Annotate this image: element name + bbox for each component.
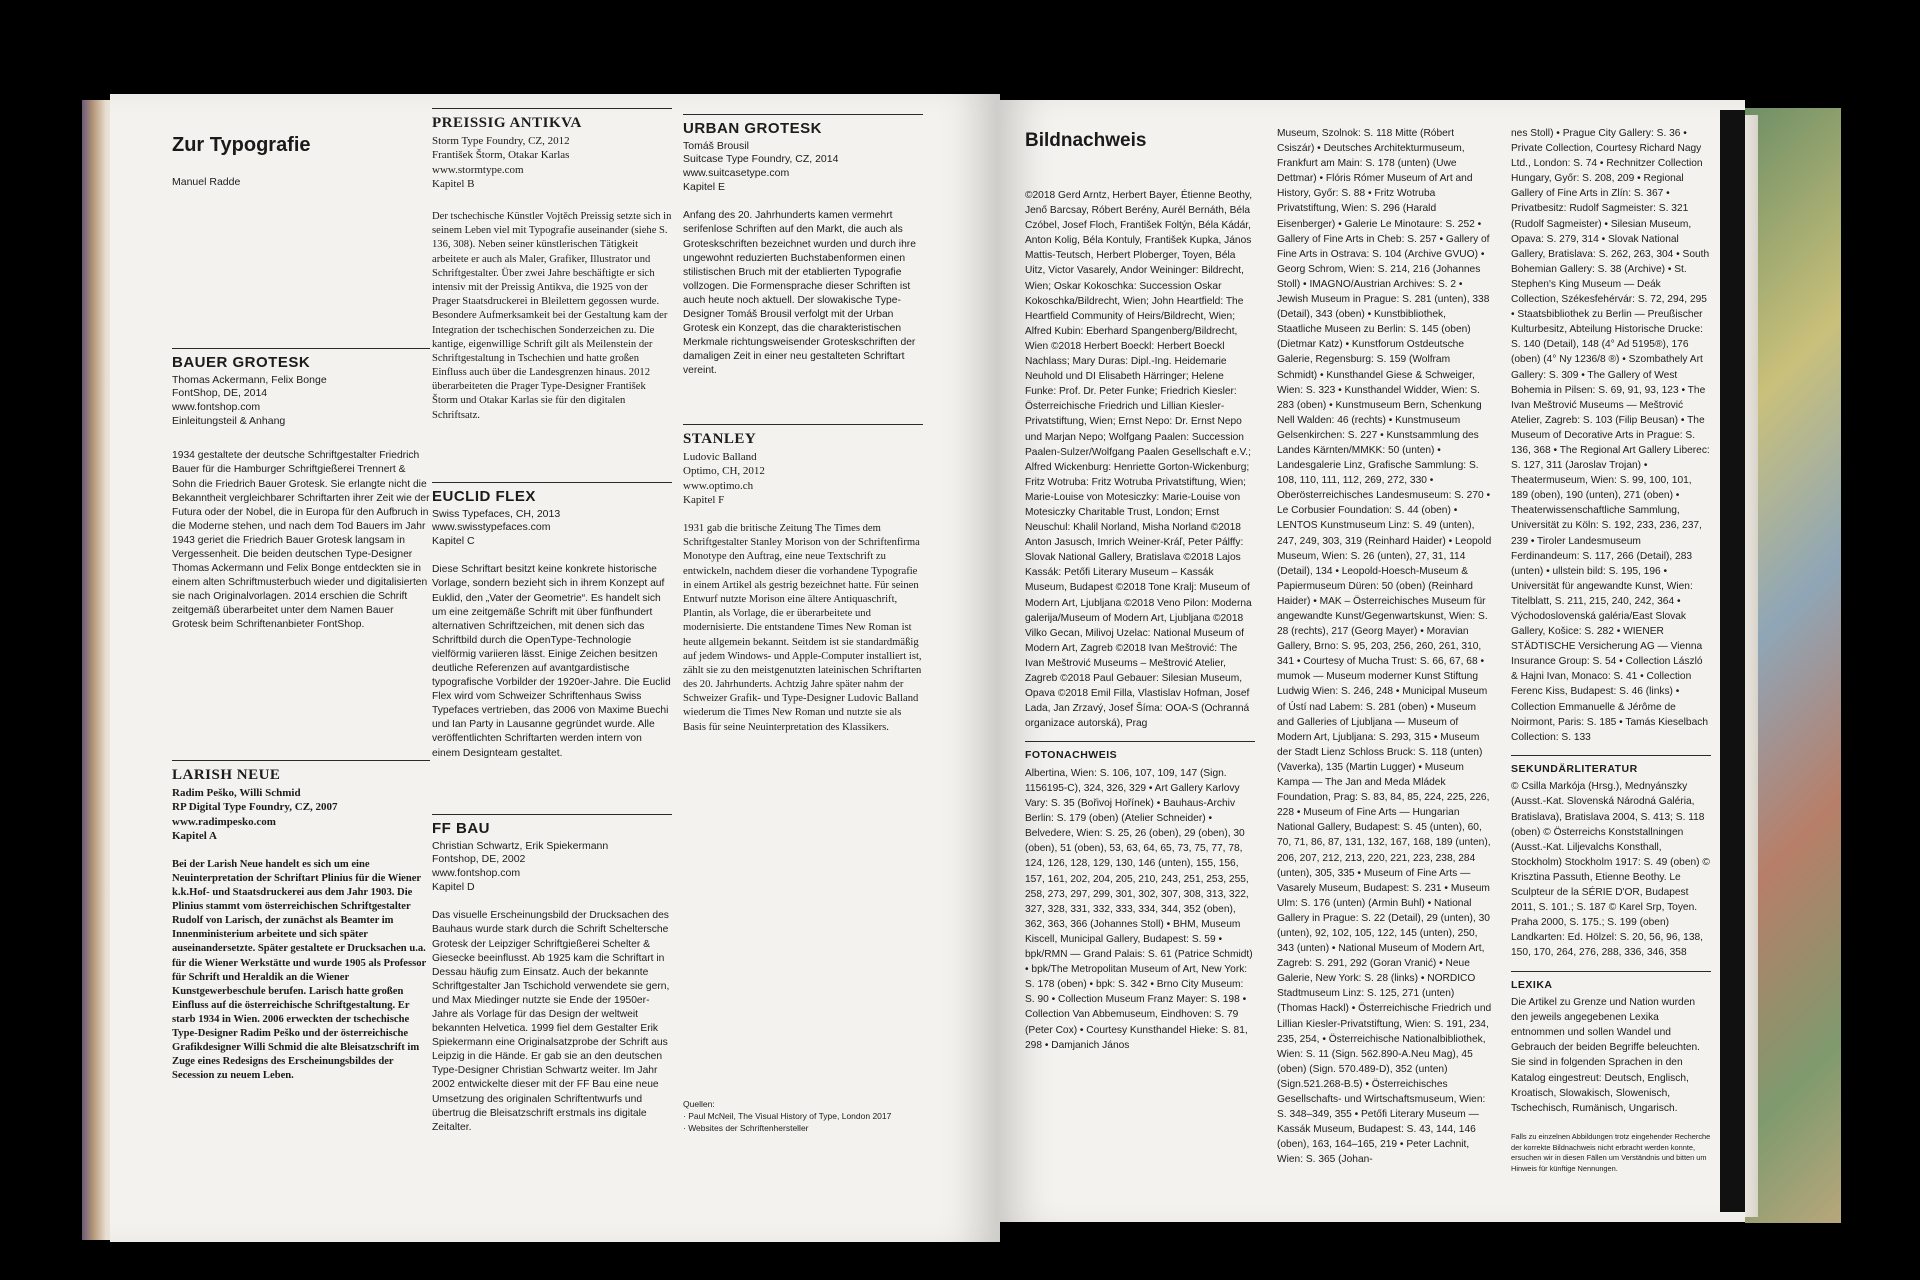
section-divider [1025, 741, 1255, 742]
credits-column-2 [1277, 126, 1492, 1167]
sekundarliteratur-section [1511, 755, 1711, 961]
credits-column-3 [1511, 126, 1711, 1175]
entry-urban-grotesk [683, 114, 923, 378]
entry-divider [432, 482, 672, 483]
entry-preissig-antikva [432, 108, 672, 423]
entry-body: Bei der Larish Neue handelt es sich um eine Neuinterpretation der Schriftart Plinius für die Wiener k.k.Hof- und Staatsdruckerei aus dem Jahr 1903. Die Plinius stammt vom österreichischen Schriftgestalter Rudolf von Larisch, der zunächst als Beamter im Innenministerium arbeitete und sich später auseinandersetzte. Später gestaltete er Drucksachen u.a. für die Wiener Werkstätte und wurde 1905 als Professor für Schrift und Heraldik an die Wiener Kunstgewerbeschule berufen. Larisch hatte großen Einfluss auf die österreichische Schriftgestaltung. Er starb 1934 in Wien. 2006 erweckten der tschechische Type-Designer Radim Peško und der österreichische Grafikdesigner Willi Schmid die alte Bleisatzschrift im Zuge eines Redesigns des Erscheinungsbildes der Secession zu neuem Leben. [172, 859, 427, 1082]
entry-divider [683, 114, 923, 115]
section-title: LEXIKA [1511, 978, 1553, 991]
sources-label: Quellen: [683, 1099, 715, 1109]
right-cover-edge [1745, 108, 1841, 1223]
entry-title: URBAN GROTESK [683, 120, 823, 137]
page-title: Bildnachweis [1025, 130, 1147, 151]
section-text: Die Artikel zu Grenze und Nation wurden den jeweils angegebenen Lexika entnommen und sollen Wandel und Gebrauch der beiden Begriffe beleuchten. Sie sind in folgenden Sprachen in den Katalog eingestreut: Deutsch, Englisch, Kroatisch, Slowakisch, Slowenisch, Tschechisch, Rumänisch, Ungarisch. [1511, 997, 1700, 1114]
credits-text: Museum, Szolnok: S. 118 Mitte (Róbert Csiszár) • Deutsches Architekturmuseum, Frankfurt am Main: S. 178 (unten) (Uwe Dettmar) • Flóris Rómer Museum of Art and History, Győr: S. 88 • Fritz Wotruba Privatstiftung, Wien: S. 296 (Harald Eisenberger) • Galerie Le Minotaure: S. 252 • Gallery of Fine Arts in Cheb: S. 257 • Gallery of Fine Arts in Ostrava: S. 104 (Archive GVUO) • Georg Schrom, Wien: S. 214, 216 (Johannes Stoll) • IMAGNO/Austrian Archives: S. 2 • Jewish Museum in Prague: S. 281 (unten), 338 (Detail), 343 (oben) • Kunstbibliothek, Staatliche Museen zu Berlin: S. 145 (oben) (Dietmar Katz) • Kunstforum Ostdeutsche Galerie, Regensburg: S. 159 (Wolfram Schmidt) • Kunsthandel Giese & Schweiger, Wien: S. 323 • Kunsthandel Widder, Wien: S. 283 (oben) • Kunstmuseum Bern, Schenkung Nell Walden: 46 (rechts) • Kunstmuseum Gelsenkirchen: S. 227 • Kunstsammlung des Landes Kärnten/MMKK: 50 (unten) • Landesgalerie Linz, Grafische Sammlung: S. 108, 110, 111, 112, 269, 272, 330 • Oberösterreichisches Landesmuseum: S. 270 • Le Corbusier Foundation: S. 44 (oben) • LENTOS Kunstmuseum Linz: S. 49 (unten), 247, 249, 303, 319 (Reinhard Haider) • Leopold Museum, Wien: S. 26 (unten), 27, 31, 114 (Detail), 134 • Leopold-Hoesch-Museum & Papiermuseum Düren: 50 (oben) (Reinhard Haider) • MAK – Österreichisches Museum für angewandte Kunst/Gegenwartskunst, Wien: S. 28 (rechts), 217 (Georg Mayer) • Moravian Gallery, Brno: S. 95, 203, 256, 260, 261, 310, 341 • Courtesy of Mucha Trust: S. 66, 67, 68 • mumok — Museum moderner Kunst Stiftung Ludwig Wien: S. 246, 248 • Municipal Museum of Ústí nad Labem: S. 281 (oben) • Museum and Galleries of Ljubljana — Museum of Modern Art, Ljubljana: S. 293, 315 • Museum der Stadt Lienz Schloss Bruck: S. 118 (unten) (Vaverka), 135 (Martin Lugger) • Museum Kampa — The Jan and Meda Mládek Foundation, Prag: S. 83, 84, 85, 224, 225, 226, 228 • Museum of Fine Arts — Hungarian National Gallery, Budapest: S. 45 (unten), 60, 70, 71, 86, 87, 131, 132, 167, 168, 189 (unten), 206, 207, 212, 213, 220, 221, 223, 238, 284 (unten), 305, 335 • Museum of Fine Arts — Vasarely Museum, Budapest: S. 231 • Museum Ulm: S. 176 (unten) (Armin Buhl) • National Gallery in Prague: S. 22 (Detail), 29 (unten), 30 (unten), 92, 102, 105, 122, 145 (unten), 250, 343 (unten) • National Museum of Modern Art, Zagreb: S. 291, 292 (Goran Vranić) • Neue Galerie, New York: S. 28 (links) • NORDICO Stadtmuseum Linz: S. 125, 271 (unten) (Thomas Hackl) • Österreichische Friedrich und Lillian Kiesler-Privatstiftung, Wien: S. 191, 234, 235, 254, • Österreichische Nationalbibliothek, Wien: S. 11 (Sign. 562.890-A.Neu Mag), 45 (oben) (Sign. 570.489-D), 352 (unten) (Sign.521.268-B.5) • Österreichisches Gesellschafts- und Wirtschaftsmuseum, Wien: S. 348–349, 355 • Petőfi Literary Museum — Kassák Museum, Budapest: S. 43, 144, 146 (oben), 163, 164–165, 219 • Peter Lachnit, Wien: S. 365 (Johan- [1277, 128, 1492, 1166]
footnote: Falls zu einzelnen Abbildungen trotz eingehender Recherche der korrekte Bildnachweis nicht erbracht werden konnte, ersuchen wir in diesen Fällen um Verständnis und bitten um Hinweis für künftige Nennungen. [1511, 1131, 1711, 1173]
entry-body: Anfang des 20. Jahrhunderts kamen vermehrt serifenlose Schriften auf den Markt, die auch als Groteskschriften bezeichnet wurden und durch ihre ungewohnt reduzierten Buchstabenformen einen stilistischen Bruch mit der etablierten Typografie vollzogen. Die Formensprache dieser Schriften ist auch heute noch aktuell. Der slowakische Type-Designer Tomáš Brousil verfolgt mit der Urban Grotesk ein Konzept, das die charakteristischen Merkmale richtungsweisender Groteskschriften der damaligen Zeit in einer neu gestalteten Schriftart vereint. [683, 210, 916, 377]
entry-body: Diese Schriftart besitzt keine konkrete historische Vorlage, sondern bezieht sich in ihrem Konzept auf Euklid, den „Vater der Geometrie“. Es handelt sich um eine zeitgemäße Schrift mit über fünfhundert alternativen Schriftzeichen, mit denen sich das Schriftbild durch die OpenType-Technologie vielförmig variieren lässt. Einige Zeichen besitzen deutliche Referenzen auf avantgardistische typografische Vorbilder der 1920er-Jahre. Die Euclid Flex wird vom Schweizer Schriftenhaus Swiss Typefaces vertrieben, das 2006 von Maxime Buechi und Ian Party in Lausanne gegründet wurde. Alle veröffentlichten Schriftarten werden intern von einem Designteam gestaltet. [432, 564, 671, 759]
entry-divider [172, 760, 430, 761]
entry-divider [683, 424, 923, 425]
credits-copyright-text: ©2018 Gerd Arntz, Herbert Bayer, Étienne Beothy, Jenő Barcsay, Róbert Berény, Aurél Bernáth, Béla Czóbel, Josef Floch, František Foltýn, Béla Kádár, Anton Kolig, Béla Kontuly, František Kupka, János Mattis-Teutsch, Herbert Ploberger, Toyen, Béla Uitz, Victor Vasarely, Andor Weininger: Bildrecht, Wien; Oskar Kokoschka: Succession Oskar Kokoschka/Bildrecht, Wien; John Heartfield: The Heartfield Community of Heirs/Bildrecht, Wien; Alfred Kubin: Eberhard Spangenberg/Bildrecht, Wien ©2018 Herbert Boeckl: Herbert Boeckl Nachlass; Mary Duras: Dipl.-Ing. Heidemarie Neuhold und DI Elisabeth Härringer; Helene Funke: Prof. Dr. Peter Funke; Friedrich Kiesler: Österreichische Friedrich und Lillian Kiesler-Privatstiftung, Wien; Ernst Nepo: Dr. Ernst Nepo und Marjan Nepo; Wolfgang Paalen: Succession Paalen-Sulzer/Wolfgang Paalen Gesellschaft e.V.; Alfred Wickenburg: Henriette Gorton-Wickenburg; Fritz Wotruba: Fritz Wotruba Privatstiftung, Wien; Marie-Louise von Motesiczky: Marie-Louise von Motesiczky Charitable Trust, London; Ernst Neuschul: Khalil Norland, Misha Norland ©2018 Anton Jasusch, Imrich Weiner-Kráľ, Peter Pálffy: Slovak National Gallery, Bratislava ©2018 Lajos Kassák: Petőfi Literary Museum – Kassák Museum, Budapest ©2018 Tone Kralj: Museum of Modern Art, Ljubljana ©2018 Veno Pilon: Moderna galerija/Museum of Modern Art, Ljubljana ©2018 Vilko Gecan, Milivoj Uzelac: National Museum of Modern Art, Zagreb ©2018 Ivan Meštrović: The Ivan Meštrović Museums – Meštrović Atelier, Zagreb ©2018 Paul Gebauer: Silesian Museum, Opava ©2018 Emil Filla, Vlastislav Hofman, Josef Lada, Jan Zrzavý, Josef Šíma: OOA-S (Ochranná organizace autorská), Prag [1025, 190, 1253, 730]
entry-title: FF BAU [432, 820, 490, 837]
lexika-section [1511, 971, 1711, 1116]
entry-meta: Radim Peško, Willi Schmid RP Digital Type Foundry, CZ, 2007 www.radimpesko.com Kapitel A [172, 786, 338, 843]
entry-body: Der tschechische Künstler Vojtěch Preissig setzte sich in seinem Leben viel mit Typografie auseinander (siehe S. 136, 308). Neben seiner künstlerischen Tätigkeit arbeitete er auch als Maler, Grafiker, Illustrator und Schriftgestalter. Über zwei Jahre beschäftigte er sich intensiv mit der Preissig Antikva, die 1925 von der Prager Staatsdruckerei in Bleilettern gegossen wurde. Besondere Aufmerksamkeit bei der Gestaltung kam der Integration der tschechischen Sonderzeichen zu. Die kantige, eigenwillige Schrift gilt als Meilenstein der Schriftgestaltung in Tschechien und hatte großen Einfluss auch über die Landesgrenzen hinaus. 2012 überarbeiteten die Prager Type-Designer František Štorm und Otakar Karlas sie für den digitalen Schriftsatz. [432, 211, 672, 421]
entry-meta: Swiss Typefaces, CH, 2013 www.swisstypefaces.com Kapitel C [432, 507, 561, 548]
entry-title: PREISSIG ANTIKVA [432, 115, 582, 131]
entry-euclid-flex [432, 482, 672, 761]
entry-larish-neue [172, 760, 430, 1083]
entry-title: BAUER GROTESK [172, 354, 311, 371]
entry-meta: Ludovic Balland Optimo, CH, 2012 www.optimo.ch Kapitel F [683, 450, 765, 507]
fotonachweis-section [1025, 741, 1255, 1052]
entry-title: LARISH NEUE [172, 767, 281, 783]
credits-text: nes Stoll) • Prague City Gallery: S. 36 • Private Collection, Courtesy Richard Nagy Ltd., London: S. 74 • Rechnitzer Collection Hungary, Győr: S. 208, 209 • Regional Gallery of Fine Arts in Zlín: S. 367 • Privatbesitz: Rudolf Sagmeister: S. 321 (Rudolf Sagmeister) • Silesian Museum, Opava: S. 279, 314 • Slovak National Gallery, Bratislava: S. 262, 263, 304 • South Bohemian Gallery: S. 38 (Archive) • St. Stephen's King Museum — Deák Collection, Székesfehérvár: S. 72, 294, 295 • Staatsbibliothek zu Berlin — Preußischer Kulturbesitz, Abteilung Historische Drucke: S. 140 (Detail), 148 (4° Ad 5195®), 176 (oben) (4° Ny 1236/8 ®) • Szombathely Art Gallery: S. 309 • The Gallery of West Bohemia in Pilsen: S. 69, 91, 93, 123 • The Ivan Meštrović Museums — Meštrović Atelier, Zagreb: S. 103 (Filip Beusan) • The Museum of Decorative Arts in Prague: S. 136, 368 • The Regional Art Gallery Liberec: S. 127, 311 (Jaroslav Trojan) • Theatermuseum, Wien: S. 99, 100, 101, 189 (oben), 190 (unten), 271 (oben) • Theaterwissenschaftliche Sammlung, Universität zu Köln: S. 192, 233, 236, 237, 239 • Tiroler Landesmuseum Ferdinandeum: S. 117, 266 (Detail), 283 (unten) • ullstein bild: S. 195, 196 • Universität für angewandte Kunst, Wien: Titelblatt, S. 211, 215, 240, 242, 364 • Východoslovenská galéria/East Slovak Gallery, Košice: S. 282 • WIENER STÄDTISCHE Versicherung AG — Vienna Insurance Group: S. 54 • Collection László & Hajni Ivan, Monaco: S. 41 • Collection Ferenc Kiss, Budapest: S. 46 (links) • Collection Emmanuelle & Jérôme de Noirmont, Paris: S. 185 • Tamás Kieselbach Collection: S. 133 [1511, 128, 1710, 743]
sources-note [683, 1099, 983, 1135]
section-divider [1511, 755, 1711, 756]
entry-body: 1931 gab die britische Zeitung The Times dem Schriftgestalter Stanley Morison von der Schriftenfirma Monotype den Auftrag, eine neue Textschrift zu entwickeln, nachdem dieser die vorhandene Typografie in einem Artikel als gestrig bezeichnet hatte. Für seinen Entwurf nutzte Morison eine ältere Antiquaschrift, Plantin, als Vorlage, die er überarbeitete und modernisierte. Die entstandene Times New Roman ist heute allgemein bekannt. Seitdem ist sie standardmäßig auf jedem Windows- und Apple-Computer installiert ist, zählt sie zu den meistgenutzten lateinischen Schriftarten des 20. Jahrhunderts. Achtzig Jahre später nahm der Schweizer Grafik- und Type-Designer Ludovic Balland wiederum die Times New Roman und nutzte sie als Basis für seine Neuinterpretation des Klassikers. [683, 523, 922, 733]
entry-divider [432, 108, 672, 109]
section-text: © Csilla Markója (Hrsg.), Mednyánszky (Ausst.-Kat. Slovenská Národná Galéria, Bratislava), Bratislava 2004, S. 413; S. 118 (oben) © Österreichs Konststallningen (Ausst.-Kat. Liljevalchs Konsthall, Stockholm) Stockholm 1917: S. 49 (oben) © Krisztina Passuth, Etienne Beothy. Le Sculpteur de la SÉRIE D'OR, Budapest 2011, S. 101.; S. 187 © Karel Srp, Toyen. Praha 2000, S. 175.; S. 199 (oben) Landkarten: Ed. Hölzel: S. 20, 56, 96, 138, 150, 170, 264, 276, 288, 336, 346, 358 [1511, 781, 1710, 959]
entry-title: EUCLID FLEX [432, 488, 536, 505]
section-divider [1511, 971, 1711, 972]
right-page [995, 100, 1745, 1222]
page-title: Zur Typografie [172, 134, 311, 156]
entry-ff-bau [432, 814, 672, 1135]
entry-meta: Christian Schwartz, Erik Spiekermann Fontshop, DE, 2002 www.fontshop.com Kapitel D [432, 839, 609, 894]
entry-divider [432, 814, 672, 815]
page-author: Manuel Radde [172, 176, 241, 188]
source-item: · Websites der Schriftenhersteller [683, 1122, 809, 1133]
left-page [110, 94, 1000, 1242]
entry-body: Das visuelle Erscheinungsbild der Drucksachen des Bauhaus wurde stark durch die Schrift Scheltersche Grotesk der Leipziger Schriftgießerei Schelter & Giesecke beeinflusst. Ab 1925 kam die Schriftart in Dessau häufig zum Einsatz. Auch der bekannte Schriftgestalter Jan Tschichold verwendete sie gern, und Max Miedinger nutzte sie Ende der 1950er-Jahre als Vorlage für das Design der weltweit bekannten Helvetica. 1999 fiel dem Gestalter Erik Spiekermann eine Originalsatzprobe der Schrift aus Leipzig in die Hände. Er gab sie an den deutschen Type-Designer Christian Schwartz weiter. Im Jahr 2002 entwickelte dieser mit der FF Bau eine neue Umsetzung des originalen Schriftentwurfs und übertrug die Bleisatzschrift erstmals ins digitale Zeitalter. [432, 910, 670, 1133]
section-title: FOTONACHWEIS [1025, 749, 1118, 762]
entry-title: STANLEY [683, 431, 757, 447]
right-page-dark-band [1720, 110, 1745, 1212]
entry-meta: Storm Type Foundry, CZ, 2012 František Štorm, Otakar Karlas www.stormtype.com Kapitel B [432, 134, 570, 191]
entry-divider [172, 348, 430, 349]
entry-meta: Thomas Ackermann, Felix Bonge FontShop, DE, 2014 www.fontshop.com Einleitungsteil & Anhang [172, 373, 327, 428]
entry-meta: Tomáš Brousil Suitcase Type Foundry, CZ, 2014 www.suitcasetype.com Kapitel E [683, 139, 839, 194]
entry-bauer-grotesk [172, 348, 430, 633]
credits-column-1 [1025, 188, 1255, 1053]
entry-body: 1934 gestaltete der deutsche Schriftgestalter Friedrich Bauer für die Hamburger Schriftgießerei Trennert & Sohn die Friedrich Bauer Grotesk. Sie erlangte nicht die Bekanntheit vergleichbarer Schriftarten ihrer Zeit wie der Futura oder der Nobel, die in Europa für den Aufbruch in die Moderne stehen, und nach dem Tod Bauers im Jahr 1943 geriet die Friedrich Bauer Grotesk langsam in Vergessenheit. Die beiden deutschen Type-Designer Thomas Ackermann und Felix Bonge entdeckten sie in einem alten Schriftmusterbuch wieder und digitalisierten sie nach Originalvorlagen. 2014 erschien die Schrift zeitgemäß überarbeitet unter dem Namen Bauer Grotesk beim Schriftenanbieter FontShop. [172, 450, 430, 631]
entry-stanley [683, 424, 923, 735]
section-title: SEKUNDÄRLITERATUR [1511, 762, 1638, 775]
section-text: Albertina, Wien: S. 106, 107, 109, 147 (Sign. 1156195-C), 324, 326, 329 • Art Gallery Karlovy Vary: S. 35 (Bořivoj Hořínek) • Bauhaus-Archiv Berlin: S. 179 (oben) (Atelier Schneider) • Belvedere, Wien: S. 25, 26 (oben), 29 (oben), 30 (oben), 51 (oben), 53, 63, 64, 65, 73, 75, 77, 78, 124, 126, 128, 129, 130, 146 (unten), 155, 156, 157, 161, 202, 204, 205, 210, 243, 251, 253, 255, 258, 273, 297, 299, 301, 302, 307, 308, 313, 322, 327, 328, 331, 332, 333, 334, 344, 352 (oben), 362, 363, 366 (Johannes Stoll) • BHM, Museum Kiscell, Municipal Gallery, Budapest: S. 59 • bpk/RMN — Grand Palais: S. 61 (Patrice Schmidt) • bpk/The Metropolitan Museum of Art, New York: S. 178 (oben) • bpk: S. 342 • Brno City Museum: S. 90 • Collection Museum Franz Mayer: S. 198 • Collection Van Abbemuseum, Eindhoven: S. 79 (Peter Cox) • Courtesy Kunsthandel Hieke: S. 81, 298 • Damjanich János [1025, 767, 1253, 1051]
source-item: · Paul McNeil, The Visual History of Type, London 2017 [683, 1110, 892, 1121]
